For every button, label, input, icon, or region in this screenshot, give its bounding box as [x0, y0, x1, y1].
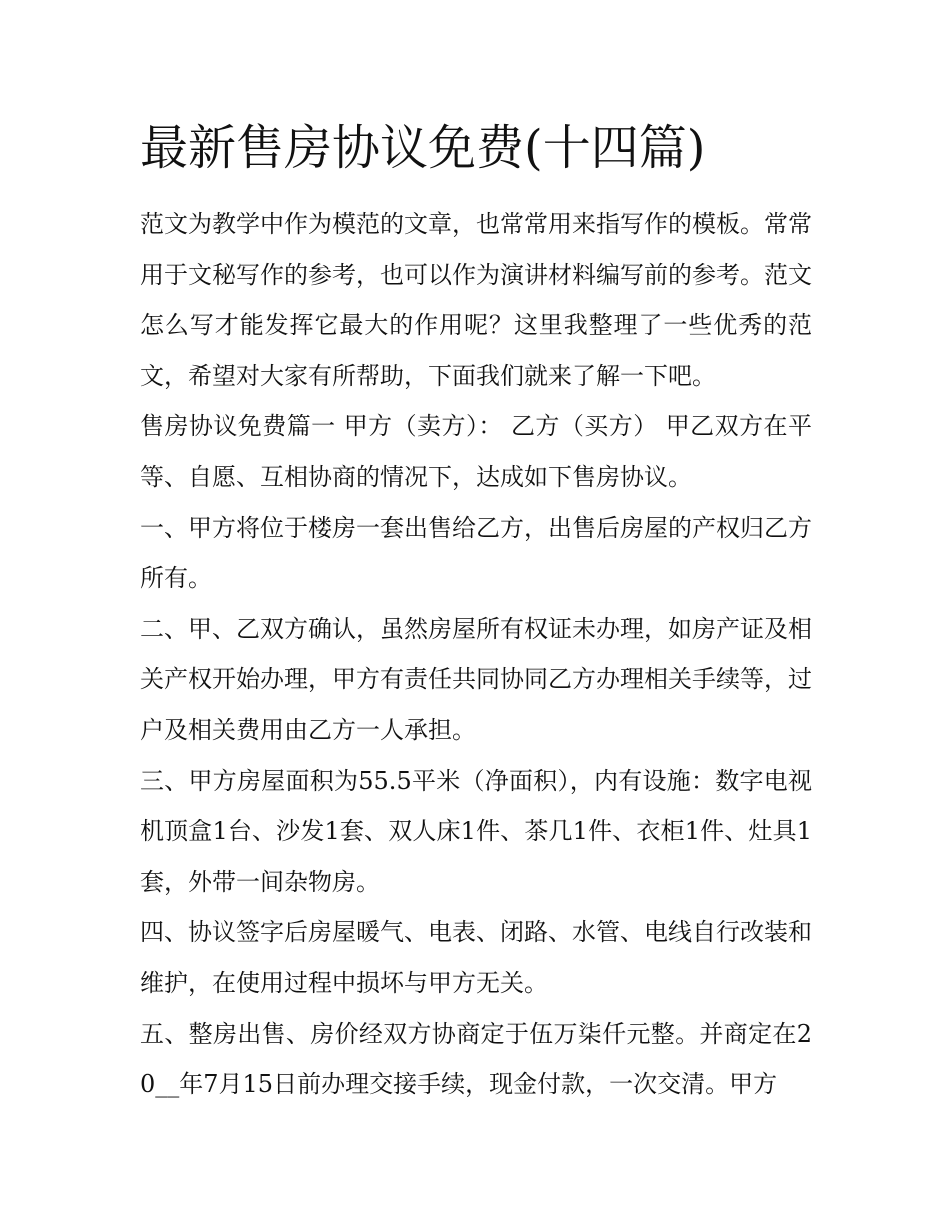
clause-3-paragraph: 三、甲方房屋面积为55.5平米（净面积），内有设施：数字电视机顶盒1台、沙发1套、双人床1件、茶几1件、衣柜1件、灶具1套，外带一间杂物房。 [140, 766, 812, 896]
clause-2-paragraph: 二、甲、乙双方确认，虽然房屋所有权证未办理，如房产证及相关产权开始办理，甲方有责任共同协同乙方办理相关手续等，过户及相关费用由乙方一人承担。 [140, 614, 812, 744]
clause-1-paragraph: 一、甲方将位于楼房一套出售给乙方，出售后房屋的产权归乙方所有。 [140, 513, 812, 593]
intro-paragraph: 范文为教学中作为模范的文章，也常常用来指写作的模板。常常用于文秘写作的参考，也可以作为演讲材料编写前的参考。范文怎么写才能发挥它最大的作用呢？这里我整理了一些优秀的范文，希望对大家有所帮助，下面我们就来了解一下吧。 [140, 210, 812, 390]
document-title: 最新售房协议免费(十四篇) [140, 120, 706, 176]
agreement-preamble-paragraph: 售房协议免费篇一 甲方（卖方）： 乙方（买方） 甲乙双方在平等、自愿、互相协商的情况下，达成如下售房协议。 [140, 412, 812, 491]
clause-4-paragraph: 四、协议签字后房屋暖气、电表、闭路、水管、电线自行改装和维护，在使用过程中损坏与甲方无关。 [140, 918, 812, 997]
document-body [140, 199, 812, 1110]
clause-5-paragraph: 五、整房出售、房价经双方协商定于伍万柒仟元整。并商定在20__年7月15日前办理交接手续，现金付款，一次交清。甲方 [140, 1019, 812, 1099]
